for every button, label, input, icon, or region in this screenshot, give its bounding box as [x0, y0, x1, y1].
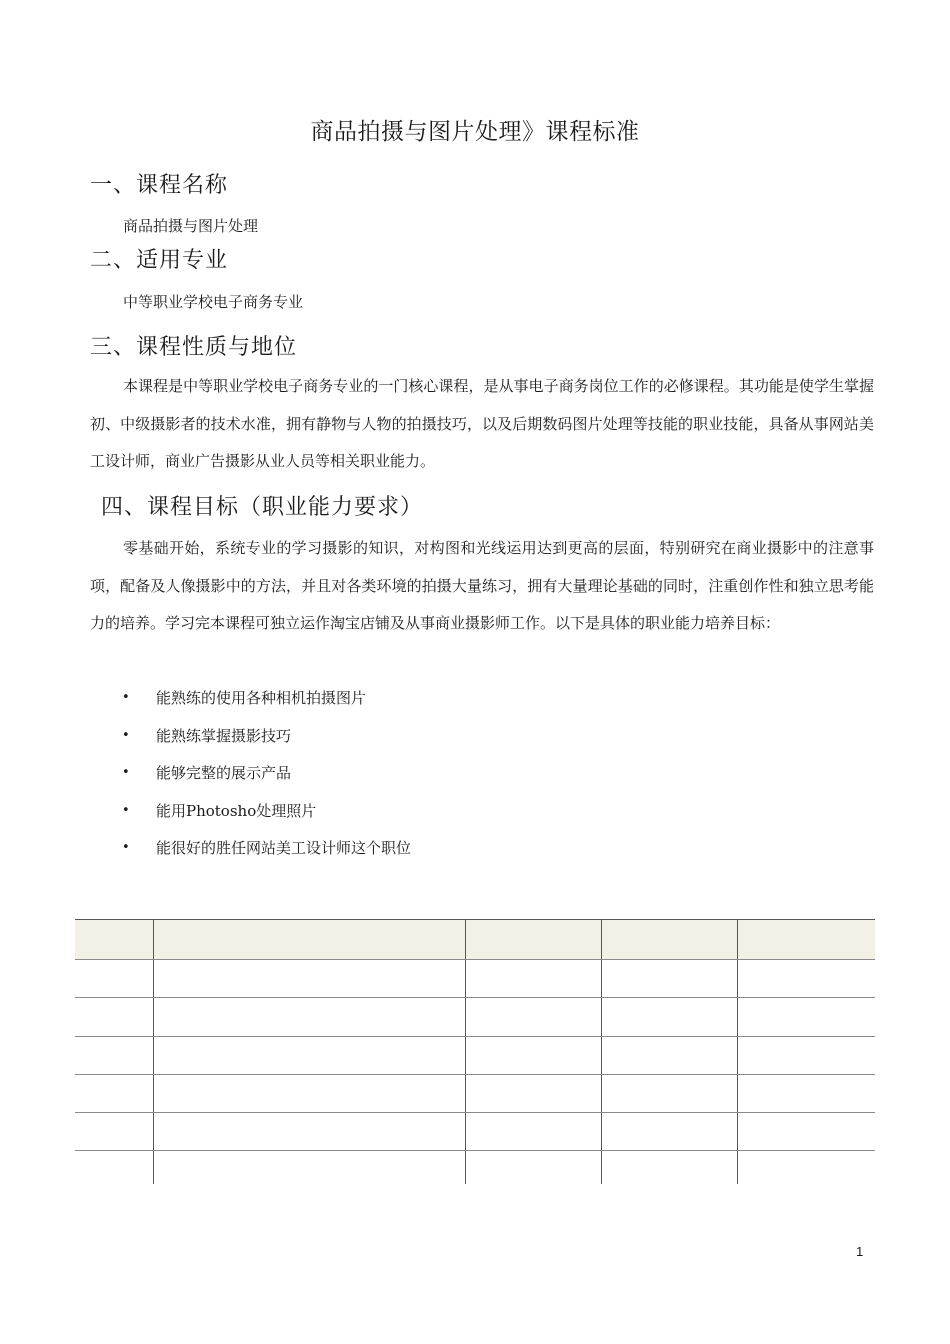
section-heading-nature: 三、课程性质与地位 [90, 335, 298, 360]
table-row [75, 998, 875, 1036]
bullet-icon: • [122, 840, 130, 855]
bullet-icon: • [122, 727, 130, 743]
page-number: 1 [856, 1244, 864, 1259]
bullet-icon: • [122, 765, 130, 780]
list-item: • 能用Photosho处理照片 [122, 799, 411, 837]
bullet-icon: • [122, 690, 130, 705]
table-row [75, 1036, 875, 1074]
nature-paragraph: 本课程是中等职业学校电子商务专业的一门核心课程，是从事电子商务岗位工作的必修课程。其功能是使学生掌握初、中级摄影者的技术水准，拥有静物与人物的拍摄技巧，以及后期数码图片处理等技能的职业技能，具备从事网站美工设计师，商业广告摄影从业人员等相关职业能力。 [90, 377, 874, 471]
course-name-text: 商品拍摄与图片处理 [123, 217, 259, 235]
table-row [75, 1074, 875, 1112]
list-item: • 能熟练掌握摄影技巧 [122, 724, 411, 762]
list-item: • 能很好的胜任网站美工设计师这个职位 [122, 836, 411, 874]
goals-bullet-list [122, 686, 411, 874]
section-heading-course-name: 一、课程名称 [90, 173, 229, 198]
table-row [75, 1113, 875, 1151]
section-heading-major: 二、适用专业 [90, 248, 229, 273]
bullet-icon: • [122, 802, 130, 818]
list-item: • 能熟练的使用各种相机拍摄图片 [122, 686, 411, 724]
table-row [75, 1151, 875, 1185]
list-item: • 能够完整的展示产品 [122, 761, 411, 799]
document-title: 商品拍摄与图片处理》课程标准 [310, 119, 640, 145]
section-heading-goals: 四、课程目标（职业能力要求） [101, 495, 424, 520]
course-table [75, 919, 875, 1184]
table-header-row [75, 920, 875, 960]
major-text: 中等职业学校电子商务专业 [123, 293, 304, 311]
table-row [75, 960, 875, 998]
goals-paragraph: 零基础开始，系统专业的学习摄影的知识，对构图和光线运用达到更高的层面，特别研究在商业摄影中的注意事项，配备及人像摄影中的方法，并且对各类环境的拍摄大量练习，拥有大量理论基础的同时，注重创作性和独立思考能力的培养。学习完本课程可独立运作淘宝店铺及从事商业摄影师工作。以下是具体的职业能力培养目标： [90, 539, 874, 633]
